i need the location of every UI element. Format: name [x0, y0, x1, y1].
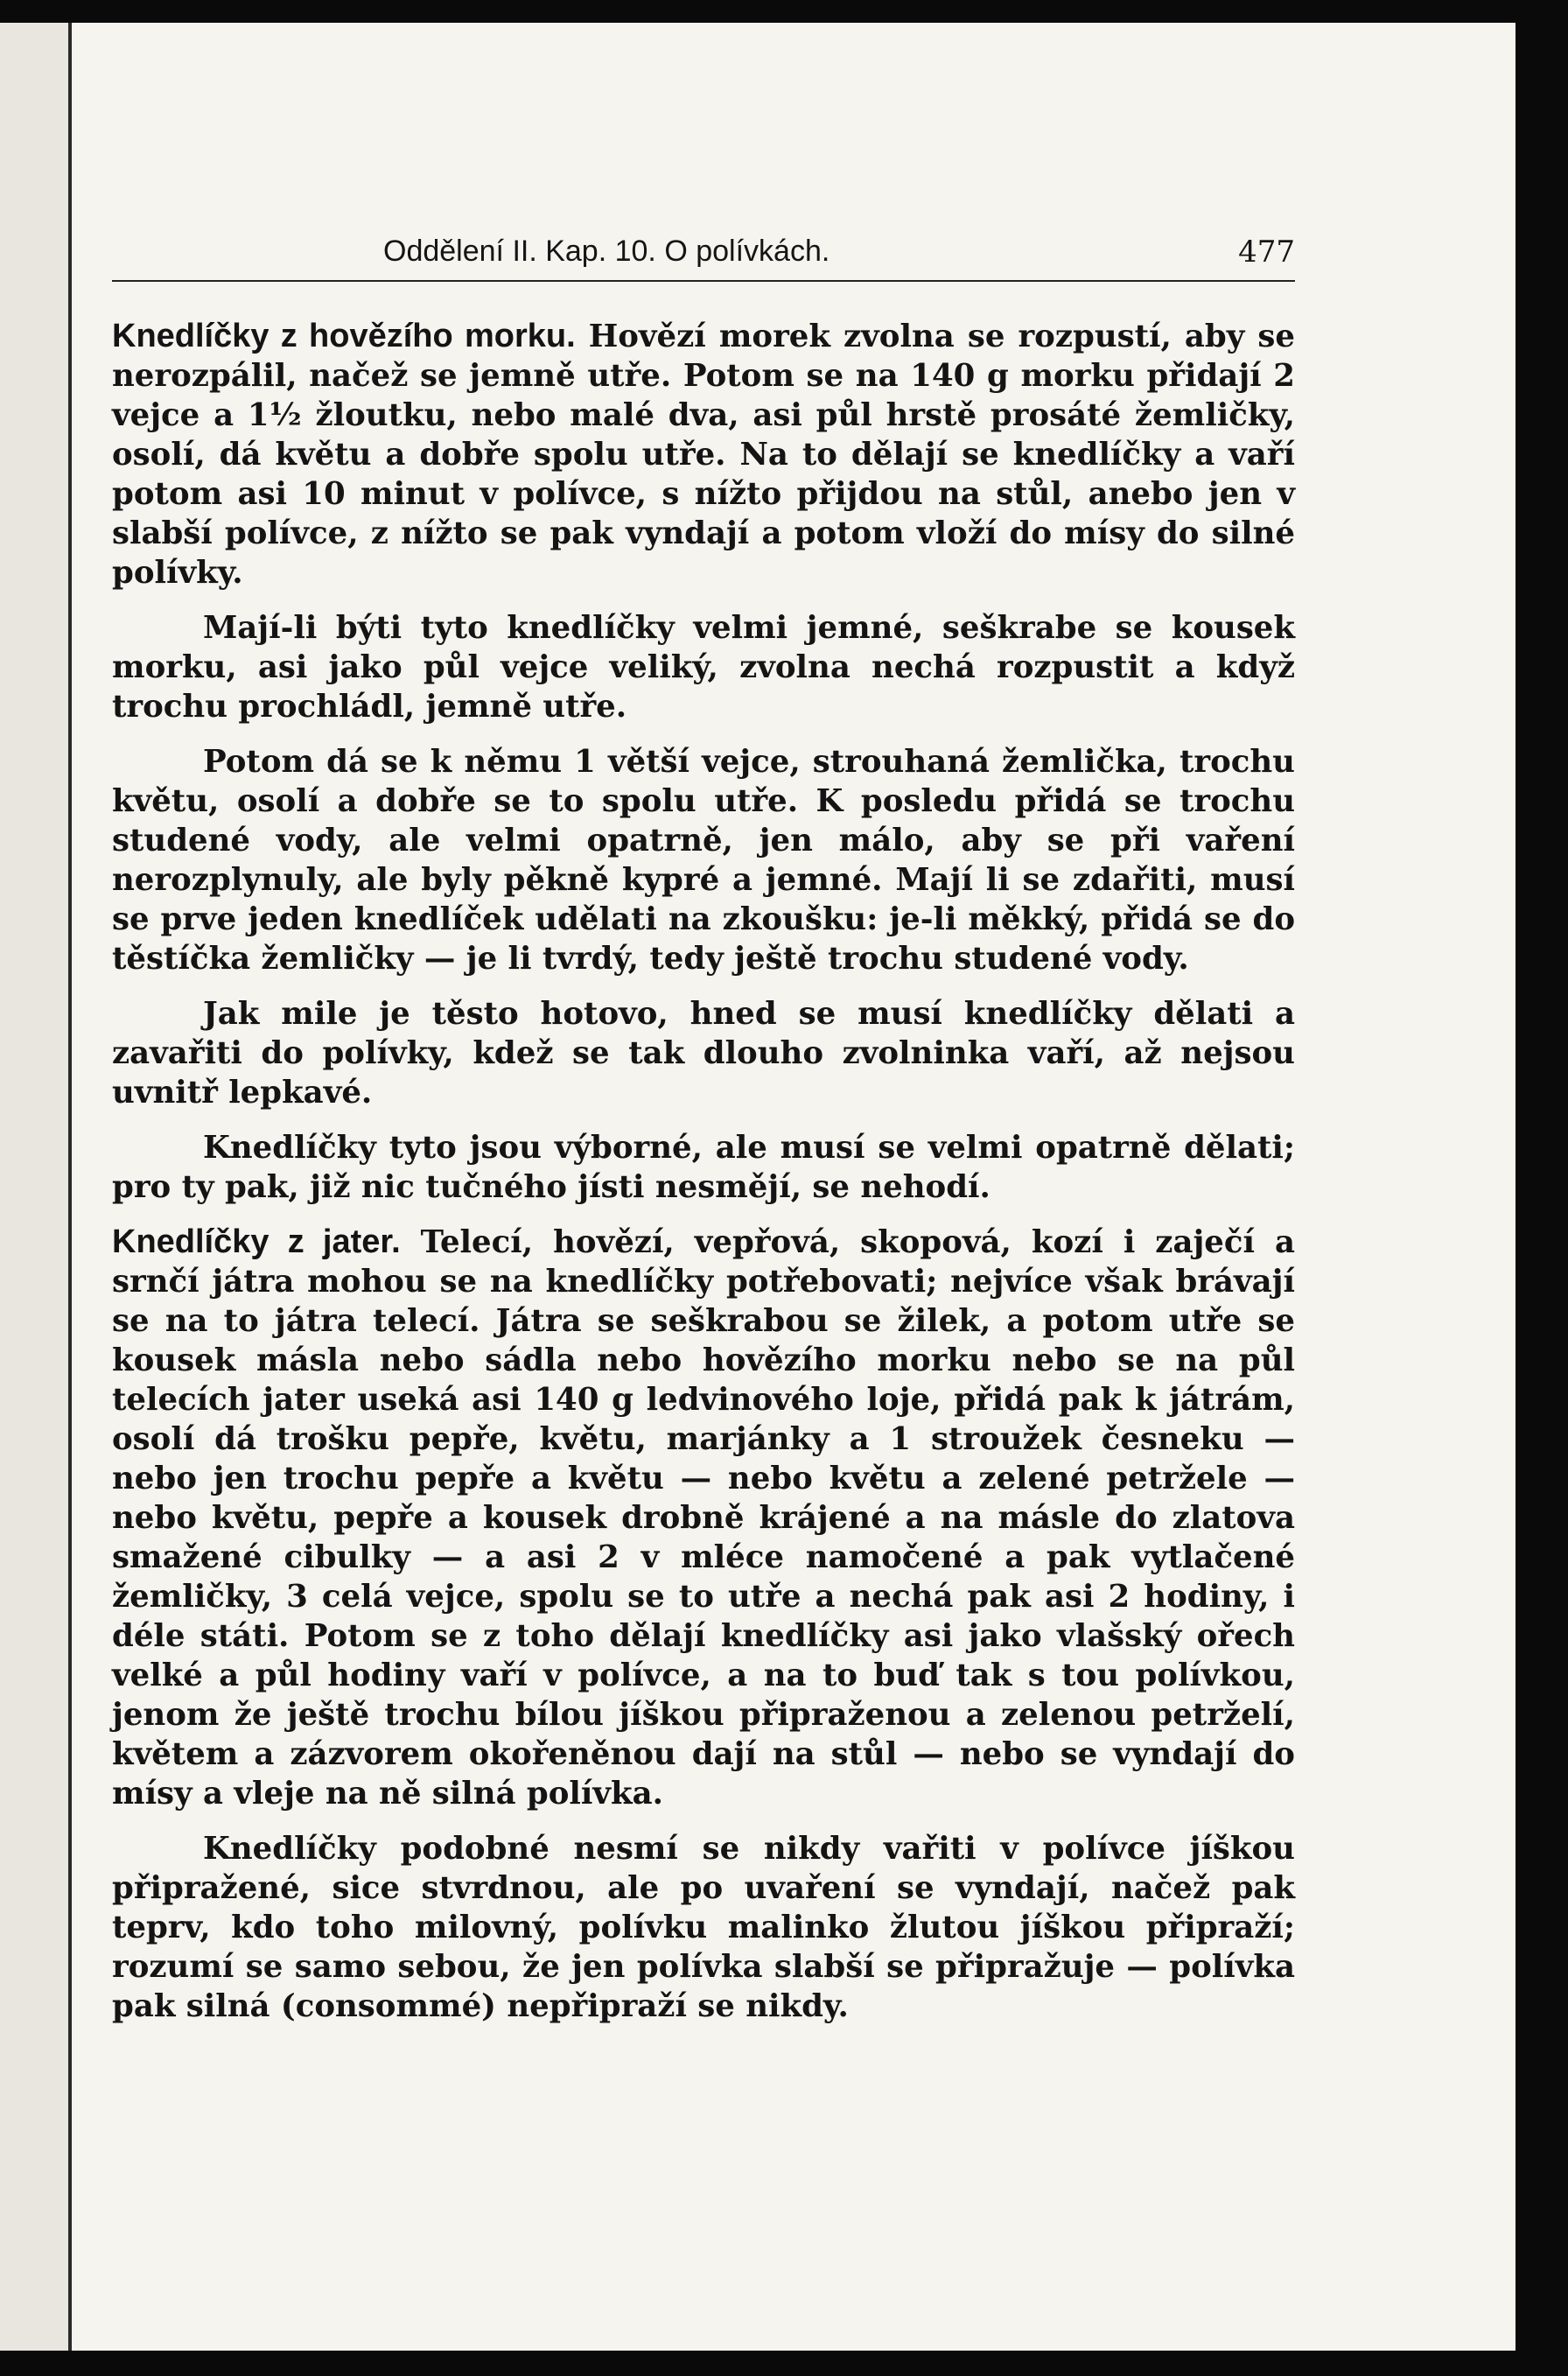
- paragraph: [112, 317, 1295, 592]
- page-number: 477: [1238, 235, 1295, 270]
- page-body: [112, 317, 1295, 2042]
- paragraph-text: Telecí, hovězí, vepřová, skopová, kozí i zaječí a srnčí játra mohou se na knedlíčky potřebovati; nejvíce však brávají se na to játra telecí. Játra se seškrabou se žilek, a potom utře se kousek másla nebo sádla nebo hovězího morku nebo se na půl telecích jater useká asi 140 g ledvinového loje, přidá pak k játrám, osolí dá trošku pepře, květu, marjánky a 1 stroužek česneku — nebo jen trochu pepře a květu — nebo květu a zelené petržele — nebo květu, pepře a kousek drobně krájené a na másle do zlatova smažené cibulky — a asi 2 v mléce namočené a pak vytlačené žemličky, 3 celá vejce, spolu se to utře a nechá pak asi 2 hodiny, i déle státi. Potom se z toho dělají knedlíčky asi jako vlašský ořech velké a půl hodiny vaří v polívce, a na to buď tak s tou polívkou, jenom že ještě trochu bílou jíškou připraženou a zelenou petrželí, květem a zázvorem okořeněnou dají na stůl — nebo se vyndají do mísy a vleje na ně silná polívka.: [112, 1224, 1295, 1812]
- section-heading: Knedlíčky z jater.: [112, 1223, 401, 1260]
- paragraph: Potom dá se k němu 1 větší vejce, strouhaná žemlička, trochu květu, osolí a dobře se to spolu utře. K posledu přidá se trochu studené vody, ale velmi opatrně, jen málo, aby se při vaření nerozplynuly, ale byly pěkně kypré a jemné. Mají li se zdařiti, musí se prve jeden knedlíček udělati na zkoušku: je-li měkký, přidá se do těstíčka žemličky — je li tvrdý, tedy ještě trochu studené vody.: [112, 744, 1295, 977]
- paragraph: Knedlíčky tyto jsou výborné, ale musí se velmi opatrně dělati; pro ty pak, již nic tučného jísti nesmějí, se nehodí.: [112, 1130, 1295, 1205]
- running-title: Oddělení II. Kap. 10. O polívkách.: [383, 235, 830, 268]
- paragraph-text: Hovězí morek zvolna se rozpustí, aby se nerozpálil, načež se jemně utře. Potom se na 140 g morku přidají 2 vejce a 1½ žloutku, nebo malé dva, asi půl hrstě prosáté žemličky, osolí, dá květu a dobře spolu utře. Na to dělají se knedlíčky a vaří potom asi 10 minut v polívce, s nížto přijdou na stůl, anebo jen v slabší polívce, z nížto se pak vyndají a potom vloží do mísy do silné polívky.: [112, 319, 1295, 591]
- adjacent-page-edge: [0, 23, 68, 2351]
- paragraph: Mají-li býti tyto knedlíčky velmi jemné, seškrabe se kousek morku, asi jako půl vejce veliký, zvolna nechá rozpustit a když trochu prochládl, jemně utře.: [112, 610, 1295, 725]
- paragraph: [112, 1223, 1295, 1813]
- running-header: [112, 235, 1295, 282]
- section-heading: Knedlíčky z hovězího morku.: [112, 318, 576, 354]
- paragraph: Knedlíčky podobné nesmí se nikdy vařiti v polívce jíškou připražené, sice stvrdnou, ale po uvaření se vyndají, načež pak teprv, kdo toho milovný, polívku malinko žlutou jíškou připraží; rozumí se samo sebou, že jen polívka slabší se připražuje — polívka pak silná (consommé) nepřipraží se nikdy.: [112, 1831, 1295, 2024]
- paragraph: Jak mile je těsto hotovo, hned se musí knedlíčky dělati a zavařiti do polívky, kdež se tak dlouho zvolninka vaří, až nejsou uvnitř lepkavé.: [112, 996, 1295, 1111]
